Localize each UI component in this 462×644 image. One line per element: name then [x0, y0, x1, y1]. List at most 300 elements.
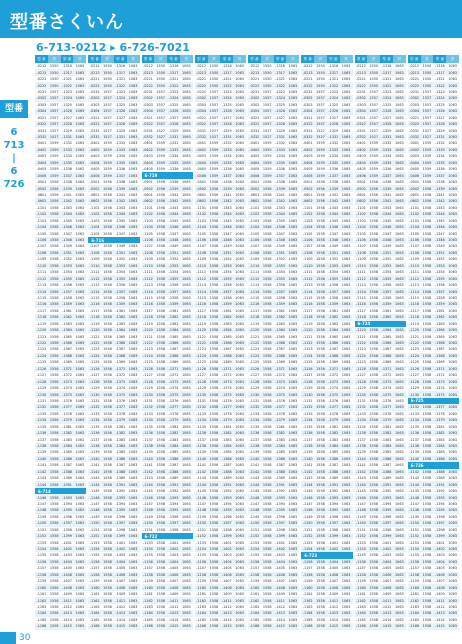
- page-ref: 1558: [103, 424, 112, 429]
- page-ref: 1527: [316, 135, 325, 140]
- page-ref: 1558: [262, 437, 272, 442]
- page-ref: 1558: [262, 527, 272, 532]
- model-number: -0304: [89, 109, 100, 114]
- model-number: -1381: [328, 424, 339, 429]
- column-header: 頁: [446, 55, 459, 63]
- model-number: -1335: [434, 160, 445, 165]
- page-ref: 1556: [422, 180, 432, 185]
- page-ref: 1558: [156, 302, 166, 307]
- model-number: -1331: [275, 135, 285, 140]
- model-number: -1118: [302, 315, 313, 320]
- model-number: -1386: [168, 456, 179, 461]
- page-ref: 1063: [128, 283, 138, 288]
- page-ref: 1063: [182, 341, 191, 346]
- table-row: [301, 623, 352, 629]
- page-ref: 1559: [103, 167, 112, 172]
- page-ref: 1558: [103, 379, 112, 384]
- model-number: -1403: [168, 553, 179, 558]
- page-ref: 1063: [182, 83, 191, 88]
- page-ref: 1558: [209, 489, 219, 494]
- model-number: -1113: [355, 283, 366, 288]
- page-ref: 1558: [49, 585, 59, 590]
- page-ref: 1063: [288, 456, 298, 461]
- page-ref: 1063: [341, 366, 351, 371]
- model-number: -1323: [221, 89, 232, 94]
- model-number: -1322: [221, 83, 232, 88]
- model-number: -0304: [249, 109, 260, 114]
- model-number: -1129: [355, 386, 366, 391]
- model-number: -0221: [36, 77, 47, 82]
- model-number: -1127: [196, 373, 207, 378]
- model-number: -1128: [302, 379, 313, 384]
- model-number: -1356: [221, 283, 232, 288]
- page-ref: 1063: [341, 315, 351, 320]
- page-ref: 1063: [235, 302, 244, 307]
- model-number: -0303: [409, 102, 420, 107]
- model-number: -1364: [434, 328, 445, 333]
- model-number: -1111: [249, 270, 260, 275]
- model-number: -1326: [275, 109, 285, 114]
- model-number: -1358: [275, 295, 285, 300]
- page-ref: 1063: [288, 225, 298, 230]
- page-ref: 1063: [288, 353, 298, 358]
- model-number: -1399: [434, 534, 445, 539]
- page-ref: 1063: [341, 115, 351, 120]
- model-number: -1388: [221, 469, 232, 474]
- model-number: -1384: [434, 444, 445, 449]
- page-ref: 1558: [422, 347, 432, 352]
- page-ref: 1558: [209, 444, 219, 449]
- page-ref: 1063: [395, 386, 404, 391]
- page-ref: 1558: [369, 289, 379, 294]
- page-ref: 1063: [395, 302, 404, 307]
- page-ref: 1558: [49, 218, 59, 223]
- page-ref: 1063: [448, 250, 457, 255]
- model-number: -1334: [434, 154, 445, 159]
- model-number: -1139: [36, 450, 47, 455]
- table-header: [88, 55, 139, 63]
- section-label-text: 6-719: [144, 173, 158, 179]
- model-number: -1407: [168, 579, 179, 584]
- model-number: -1411: [221, 598, 232, 603]
- page-ref: 1063: [448, 482, 457, 487]
- page-ref: 1556: [49, 199, 59, 204]
- page-ref: 1558: [103, 508, 112, 513]
- model-number: -1376: [275, 398, 285, 403]
- model-number: -1412: [115, 604, 126, 609]
- page-ref: 1558: [103, 444, 112, 449]
- page-ref: 1063: [235, 186, 244, 191]
- page-ref: 1063: [182, 353, 191, 358]
- model-number: -1150: [355, 521, 366, 526]
- model-number: -1389: [115, 476, 126, 481]
- page-ref: 1558: [156, 501, 166, 506]
- model-number: -1358: [221, 295, 232, 300]
- model-number: -1117: [249, 308, 260, 313]
- page-ref: 1063: [235, 514, 244, 519]
- page-ref: 1063: [235, 334, 244, 339]
- page-ref: 1063: [341, 328, 351, 333]
- model-number: -1341: [221, 192, 232, 197]
- model-number: -1135: [249, 424, 260, 429]
- model-number: -1388: [434, 469, 445, 474]
- page-ref: 1063: [395, 476, 404, 481]
- model-number: -0222: [36, 83, 47, 88]
- model-number: -1118: [249, 315, 260, 320]
- model-number: -1368: [275, 353, 285, 358]
- page-ref: 1063: [235, 102, 244, 107]
- page-ref: 1558: [103, 263, 112, 268]
- page-ref: 1063: [128, 341, 138, 346]
- model-number: -1120: [355, 328, 366, 333]
- page-ref: 1558: [209, 347, 219, 352]
- page-ref: 1063: [288, 231, 298, 236]
- page-ref: 1063: [288, 270, 298, 275]
- model-number: -1354: [381, 270, 392, 275]
- model-number: -0401: [355, 141, 366, 146]
- model-number: -1155: [89, 553, 100, 558]
- page-ref: 1063: [75, 540, 85, 545]
- model-number: -1117: [302, 308, 313, 313]
- page-ref: 1063: [448, 598, 457, 603]
- model-number: -1331: [434, 135, 445, 140]
- page-ref: 1063: [288, 96, 298, 101]
- page-ref: 1063: [235, 547, 244, 552]
- model-number: -1108: [355, 250, 366, 255]
- model-number: -1164: [142, 611, 153, 616]
- page-ref: 1063: [395, 456, 404, 461]
- model-number: -1324: [328, 96, 339, 101]
- page-ref: 1063: [341, 238, 351, 243]
- page-ref: 1559: [369, 160, 379, 165]
- page-ref: 1063: [128, 476, 138, 481]
- page-ref: 1558: [209, 598, 219, 603]
- page-ref: 1063: [341, 360, 351, 365]
- page-ref: 1550: [422, 70, 432, 75]
- model-number: -1363: [434, 321, 445, 326]
- page-ref: 1063: [75, 77, 85, 82]
- model-number: -1391: [62, 482, 72, 487]
- model-number: -1106: [355, 238, 366, 243]
- model-number: -1323: [275, 89, 285, 94]
- page-ref: 1558: [369, 418, 379, 423]
- model-number: -1316: [168, 64, 179, 69]
- model-number: -1342: [115, 199, 126, 204]
- model-number: -1103: [196, 218, 207, 223]
- model-number: -0401: [302, 141, 313, 146]
- model-number: -1138: [249, 444, 260, 449]
- page-ref: 1063: [182, 141, 191, 146]
- page-ref: 1063: [75, 154, 85, 159]
- model-number: -1332: [328, 141, 339, 146]
- page-ref: 1558: [49, 501, 59, 506]
- page-ref: 1063: [288, 604, 298, 609]
- page-ref: 1063: [235, 540, 244, 545]
- page-ref: 1558: [422, 379, 432, 384]
- page-ref: 1558: [49, 225, 59, 230]
- model-number: -1326: [381, 109, 392, 114]
- page-ref: 1558: [262, 617, 272, 622]
- page-ref: 1559: [103, 173, 112, 178]
- section-label-text: 6-725: [410, 398, 424, 404]
- model-number: -1342: [168, 199, 179, 204]
- model-number: -1339: [328, 186, 339, 191]
- model-number: -1327: [221, 115, 232, 120]
- page-ref: 1557: [422, 115, 432, 120]
- page-ref: 1558: [422, 495, 432, 500]
- page-ref: 1063: [182, 379, 191, 384]
- page-ref: 1557: [103, 102, 112, 107]
- model-number: -1385: [168, 450, 179, 455]
- model-number: -1379: [168, 418, 179, 423]
- model-number: -1135: [89, 424, 100, 429]
- model-number: -1124: [249, 353, 260, 358]
- model-number: -1402: [62, 547, 72, 552]
- model-number: -0403: [142, 154, 153, 159]
- page-ref: 1556: [49, 180, 59, 185]
- page-ref: 1063: [182, 398, 191, 403]
- model-number: -1161: [249, 592, 260, 597]
- page-ref: 1558: [156, 624, 166, 629]
- page-ref: 1063: [182, 212, 191, 217]
- model-number: -1111: [196, 270, 207, 275]
- page-ref: 1558: [156, 456, 166, 461]
- model-number: -1164: [409, 611, 420, 616]
- page-ref: 1063: [395, 585, 404, 590]
- model-number: -1406: [62, 572, 72, 577]
- page-ref: 1063: [448, 489, 457, 494]
- model-number: -1359: [221, 302, 232, 307]
- page-ref: 1063: [128, 592, 138, 597]
- page-ref: 1557: [369, 102, 379, 107]
- page-ref: 1557: [262, 109, 272, 114]
- page-ref: 1558: [422, 212, 432, 217]
- page-ref: 1063: [128, 456, 138, 461]
- page-ref: 1558: [103, 366, 112, 371]
- page-ref: 1063: [448, 624, 457, 629]
- model-number: -1359: [381, 302, 392, 307]
- model-number: -1138: [196, 444, 207, 449]
- page-ref: 1558: [422, 559, 432, 564]
- page-ref: 1556: [49, 192, 59, 197]
- page-ref: 1063: [128, 553, 138, 558]
- model-number: -1125: [409, 360, 420, 365]
- page-ref: 1558: [316, 366, 325, 371]
- model-number: -1317: [275, 70, 285, 75]
- page-ref: 1558: [49, 431, 59, 436]
- model-number: -1321: [221, 77, 232, 82]
- model-number: -1378: [275, 411, 285, 416]
- model-number: -1326: [328, 109, 339, 114]
- page-ref: 1063: [395, 495, 404, 500]
- model-number: -1382: [62, 431, 72, 436]
- page-ref: 1557: [422, 89, 432, 94]
- page-ref: 1063: [448, 521, 457, 526]
- page-ref: 1559: [156, 154, 166, 159]
- model-number: -1413: [434, 611, 445, 616]
- model-number: -1327: [62, 115, 72, 120]
- page-ref: 1558: [316, 334, 325, 339]
- column-header: 型 番: [327, 55, 340, 63]
- page-ref: 1558: [209, 366, 219, 371]
- model-number: -1335: [62, 160, 72, 165]
- page-ref: 1558: [316, 431, 325, 436]
- model-number: -1355: [381, 276, 392, 281]
- model-number: -1356: [115, 283, 126, 288]
- page-ref: 1558: [103, 270, 112, 275]
- page-ref: 1558: [262, 398, 272, 403]
- model-number: -1399: [275, 534, 285, 539]
- model-number: -1103: [89, 218, 100, 223]
- page-ref: 1558: [156, 418, 166, 423]
- page-ref: 1558: [103, 334, 112, 339]
- page-ref: 1558: [209, 482, 219, 487]
- page-ref: 1558: [156, 592, 166, 597]
- page-ref: 1558: [262, 521, 272, 526]
- page-ref: 1063: [235, 250, 244, 255]
- model-number: -1145: [409, 489, 420, 494]
- page-ref: 1558: [369, 424, 379, 429]
- model-number: -1398: [434, 527, 445, 532]
- model-number: -1397: [434, 521, 445, 526]
- model-number: -0221: [142, 77, 153, 82]
- page-ref: 1063: [395, 64, 404, 69]
- page-ref: 1063: [75, 579, 85, 584]
- page-ref: 1063: [448, 418, 457, 423]
- page-ref: 1063: [75, 225, 85, 230]
- model-number: -1341: [381, 192, 392, 197]
- page-ref: 1558: [316, 598, 325, 603]
- page-ref: 1063: [75, 244, 85, 249]
- page-ref: 1063: [395, 115, 404, 120]
- model-number: -1372: [115, 373, 126, 378]
- page-ref: 1527: [103, 135, 112, 140]
- model-number: -1415: [434, 624, 445, 629]
- model-number: -0212: [36, 64, 47, 69]
- model-number: -1375: [381, 392, 392, 397]
- page-ref: 1063: [448, 604, 457, 609]
- page-ref: 1063: [128, 270, 138, 275]
- model-number: -1106: [142, 238, 153, 243]
- model-number: -1411: [328, 598, 339, 603]
- model-number: -1146: [355, 495, 366, 500]
- model-number: -1379: [221, 418, 232, 423]
- model-number: -0401: [249, 141, 260, 146]
- model-number: -1414: [221, 617, 232, 622]
- model-number: -1381: [168, 424, 179, 429]
- page-ref: 1063: [288, 431, 298, 436]
- model-number: -1140: [249, 456, 260, 461]
- page-ref: 1063: [448, 444, 457, 449]
- page-ref: 1063: [128, 122, 138, 127]
- page-ref: 1558: [369, 501, 379, 506]
- model-number: -1166: [142, 624, 153, 629]
- page-ref: 1559: [316, 160, 325, 165]
- page-ref: 1063: [128, 366, 138, 371]
- page-ref: 1559: [369, 141, 379, 146]
- model-number: -1160: [196, 585, 207, 590]
- model-number: -0322: [355, 122, 366, 127]
- page-ref: 1063: [75, 257, 85, 262]
- page-ref: 1558: [262, 321, 272, 326]
- model-number: -1346: [328, 225, 339, 230]
- model-number: -1387: [62, 463, 72, 468]
- page-ref: 1558: [103, 534, 112, 539]
- page-ref: 1063: [288, 398, 298, 403]
- column-header: 頁: [127, 55, 140, 63]
- model-number: -1404: [168, 559, 179, 564]
- column-header: 型 番: [355, 55, 368, 63]
- model-number: -1133: [36, 411, 47, 416]
- model-number: -1381: [434, 424, 445, 429]
- page-ref: 1063: [128, 64, 138, 69]
- model-number: -0303: [196, 102, 207, 107]
- page-ref: 1558: [422, 353, 432, 358]
- page-ref: 1063: [395, 250, 404, 255]
- page-ref: 1063: [128, 617, 138, 622]
- model-number: -1159: [142, 579, 153, 584]
- model-number: -1323: [168, 89, 179, 94]
- page-ref: 1558: [103, 321, 112, 326]
- page-ref: 1063: [182, 411, 191, 416]
- model-number: -1323: [434, 89, 445, 94]
- model-number: -0502: [302, 186, 313, 191]
- page-ref: 1558: [422, 527, 432, 532]
- model-number: -1345: [434, 218, 445, 223]
- page-ref: 1558: [262, 315, 272, 320]
- page-ref: 1558: [49, 553, 59, 558]
- page-ref: 1063: [288, 392, 298, 397]
- page-ref: 1063: [448, 263, 457, 268]
- page-ref: 1559: [422, 141, 432, 146]
- model-number: -1111: [89, 270, 100, 275]
- page-ref: 1063: [448, 572, 457, 577]
- page-ref: 1063: [341, 418, 351, 423]
- page-ref: 1063: [341, 154, 351, 159]
- model-number: -0602: [89, 199, 100, 204]
- column-header: 型 番: [35, 55, 48, 63]
- page-ref: 1063: [288, 289, 298, 294]
- model-number: -0602: [302, 199, 313, 204]
- model-number: -1381: [381, 424, 392, 429]
- model-number: -1336: [275, 167, 285, 172]
- column-header: 型 番: [61, 55, 74, 63]
- page-ref: 1063: [288, 64, 298, 69]
- model-number: -0212: [409, 64, 420, 69]
- model-number: -1322: [62, 83, 72, 88]
- page-ref: 1063: [128, 70, 138, 75]
- page-ref: 1558: [103, 360, 112, 365]
- model-number: -1391: [381, 482, 392, 487]
- page-ref: 1063: [128, 308, 138, 313]
- page-ref: 1558: [262, 295, 272, 300]
- page-ref: 1558: [422, 238, 432, 243]
- page-ref: 1558: [49, 205, 59, 210]
- page-ref: 1063: [182, 250, 191, 255]
- model-number: -1352: [381, 257, 392, 262]
- model-number: -1362: [434, 315, 445, 320]
- model-number: -1117: [142, 308, 153, 313]
- model-number: -1395: [221, 508, 232, 513]
- page-ref: 1558: [316, 308, 325, 313]
- model-number: -1392: [115, 489, 126, 494]
- page-ref: 1063: [182, 450, 191, 455]
- page-ref: 1063: [288, 321, 298, 326]
- model-number: -1140: [355, 456, 366, 461]
- model-number: -1341: [434, 192, 445, 197]
- model-number: -1415: [221, 624, 232, 629]
- model-number: -1406: [115, 572, 126, 577]
